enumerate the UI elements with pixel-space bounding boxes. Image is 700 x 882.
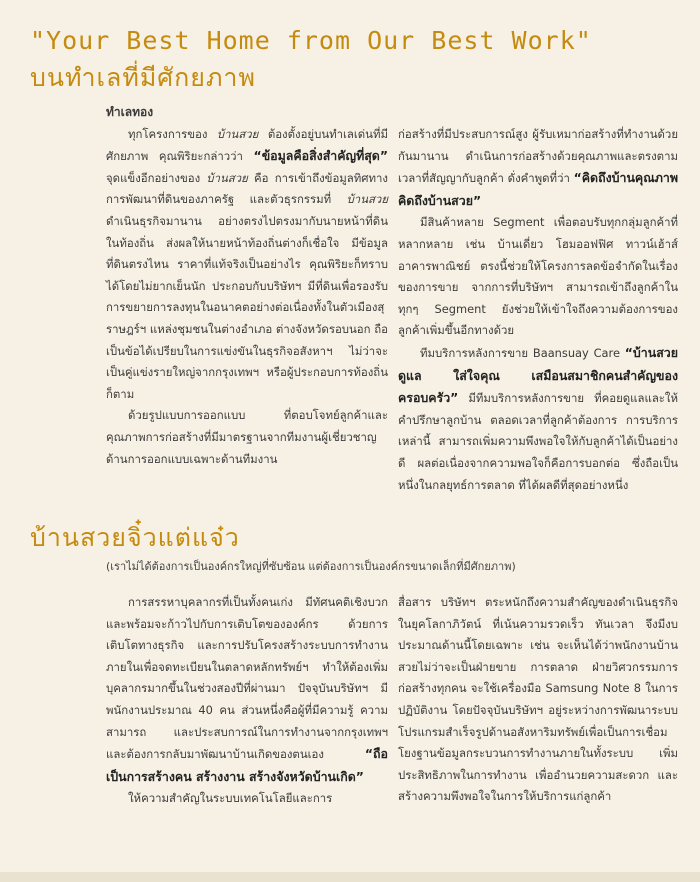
paragraph-segments: มีสินค้าหลาย Segment เพื่อตอบรับทุกกลุ่มลูกค้าที่หลากหลาย เช่น บ้านเดี่ยว โฮมออฟฟิศ ทาวน์เฮ้าส์ อาคารพาณิชย์ ตรงนี้ช่วยให้โครงการลดข้อจำกัดในเรื่องของการขาย จากการที่บริษัทฯ สามารถเข้าถึงลูกค้าในทุกๆ Segment ยังช่วยให้เข้าใจถึงความต้องการของลูกค้าเพิ่มขึ้นอีกทางด้วย	[398, 215, 678, 338]
title-english: "Your Best Home from Our Best Work"	[30, 26, 592, 55]
section-subheading: (เราไม่ได้ต้องการเป็นองค์กรใหญ่ที่ซับซ้อน แต่ต้องการเป็นองค์กรขนาดเล็กที่มีศักยภาพ)	[106, 560, 516, 573]
bottom-rule	[0, 872, 700, 882]
quote-build-people: “ถือเป็นการสร้างคน สร้างงาน สร้างจังหวัดบ้านเกิด”	[106, 746, 388, 784]
article-column-2	[398, 124, 678, 496]
paragraph-recruitment: การสรรหาบุคลากรที่เป็นทั้งคนเก่ง มีทัศนคติเชิงบวก และพร้อมจะก้าวไปกับการเติบโตขององค์กร ด้วยการเติบโตทางธุรกิจ และการปรับโครงสร้างระบบการทำงานภายในเพื่อจดทะเบียนในตลาดหลักทรัพย์ฯ ทำให้ต้องเพิ่มบุคลากรมากขึ้นในช่วงสองปีที่ผ่านมา ปัจจุบันบริษัทฯ มีพนักงานประมาณ 40 คน ส่วนหนึ่งคือผู้ที่มีความรู้ ความสามารถ และประสบการณ์ในการทำงานจากกรุงเทพฯ และต้องการกลับมาพัฒนาบ้านเกิดของตนเอง “ถือเป็นการสร้างคน สร้างงาน สร้างจังหวัดบ้านเกิด”	[106, 595, 388, 784]
paragraph-design: ด้วยรูปแบบการออกแบบ ที่ตอบโจทย์ลูกค้าและคุณภาพการก่อสร้างที่มีมาตรฐานจากทีมงานผู้เชี่ยวชาญด้านการออกแบบเฉพาะด้านทีมงาน	[106, 408, 388, 466]
article-column-3	[106, 592, 388, 810]
quote-quality-home: “คิดถึงบ้านคุณภาพ คิดถึงบ้านสวย”	[398, 170, 678, 208]
quote-data-most-important: “ข้อมูลคือสิ่งสำคัญที่สุด”	[253, 148, 388, 164]
subheading-golden-location: ทำเลทอง	[106, 105, 154, 119]
section-heading: บ้านสวยจิ๋วแต่แจ๋ว	[30, 523, 240, 552]
article-column-4	[398, 592, 678, 808]
paragraph-location: ทุกโครงการของ บ้านสวย ต้องตั้งอยู่บนทำเลเด่นที่มีศักยภาพ คุณพิริยะกล่าวว่า “ข้อมูลคือสิ่งสำคัญที่สุด” จุดแข็งอีกอย่างของ บ้านสวย คือ การเข้าถึงข้อมูลทิศทางการพัฒนาที่ดินของภาครัฐ และตัวธุรกรรมที่ บ้านสวย ดำเนินธุรกิจมานาน อย่างตรงไปตรงมากับนายหน้าที่ดินในท้องถิ่น ส่งผลให้นายหน้าท้องถิ่นต่างก็เชื่อใจ มีข้อมูลที่ดินตรงไหน ราคาที่แท้จริงเป็นอย่างไร คุณพิริยะก็ทราบได้โดยไม่ยากเย็นนัก ประกอบกับบริษัทฯ มีที่ดินเพื่อรองรับการขยายการลงทุนในอนาคตอย่างต่อเนื่องทั้งในตัวเมืองสุราษฎร์ฯ แหล่งชุมชนในต่างอำเภอ ต่างจังหวัดรอบนอก ถือเป็นข้อได้เปรียบในการแข่งขันในธุรกิจอสังหาฯ ไม่ว่าจะเป็นคู่แข่งรายใหญ่จากกรุงเทพฯ หรือผู้ประกอบการท้องถิ่นก็ตาม	[106, 126, 388, 401]
title-thai: บนทำเลที่มีศักยภาพ	[30, 63, 256, 92]
paragraph-communication: สื่อสาร บริษัทฯ ตระหนักถึงความสำคัญของดำเนินธุรกิจในยุคโลกาภิวัตน์ ที่เน้นความรวดเร็ว ทันเวลา จึงมีงบประมาณด้านนี้โดยเฉพาะ เช่น จะเห็นได้ว่าพนักงานบ้านสวยไม่ว่าจะเป็นฝ่ายขาย การตลาด ฝ่ายวิศวกรรมการก่อสร้างทุกคน จะใช้เครื่องมือ Samsung Note 8 ในการปฏิบัติงาน โดยปัจจุบันบริษัทฯ อยู่ระหว่างการพัฒนาระบบโปรแกรมสำเร็จรูปด้านอสังหาริมทรัพย์เพื่อเป็นการเชื่อมโยงฐานข้อมูลกระบวนการทำงานภายในทั้งระบบ เพิ่มประสิทธิภาพในการทำงาน เพื่ออำนวยความสะดวก และสร้างความพึงพอใจในการให้บริการแก่ลูกค้า	[398, 595, 678, 804]
paragraph-technology: ให้ความสำคัญในระบบเทคโนโลยีและการ	[128, 791, 333, 806]
article-column-1	[106, 102, 388, 470]
quote-baansuay-care: “บ้านสวยดูแล ใส่ใจคุณ เสมือนสมาชิกคนสำคัญของครอบครัว”	[398, 344, 678, 406]
paragraph-after-sales: ทีมบริการหลังการขาย Baansuay Care “บ้านสวยดูแล ใส่ใจคุณ เสมือนสมาชิกคนสำคัญของครอบครัว” มีทีมบริการหลังการขาย ที่คอยดูแลและให้คำปรึกษาลูกบ้าน ตลอดเวลาที่ลูกค้าต้องการ การบริการเหล่านี้ สามารถเพิ่มความพึงพอใจให้กับลูกค้าได้เป็นอย่างดี ผลต่อเนื่องจากความพอใจก็คือการบอกต่อ ซึ่งถือเป็นหนึ่งในกลยุทธ์การตลาด ที่ได้ผลดีที่สุดอย่างหนึ่ง	[398, 344, 678, 492]
paragraph-construction: ก่อสร้างที่มีประสบการณ์สูง ผู้รับเหมาก่อสร้างที่ทำงานด้วยกันมานาน ดำเนินการก่อสร้างด้วยคุณภาพและตรงตามเวลาที่สัญญากับลูกค้า ดั่งคำพูดที่ว่า “คิดถึงบ้านคุณภาพ คิดถึงบ้านสวย”	[398, 127, 678, 208]
